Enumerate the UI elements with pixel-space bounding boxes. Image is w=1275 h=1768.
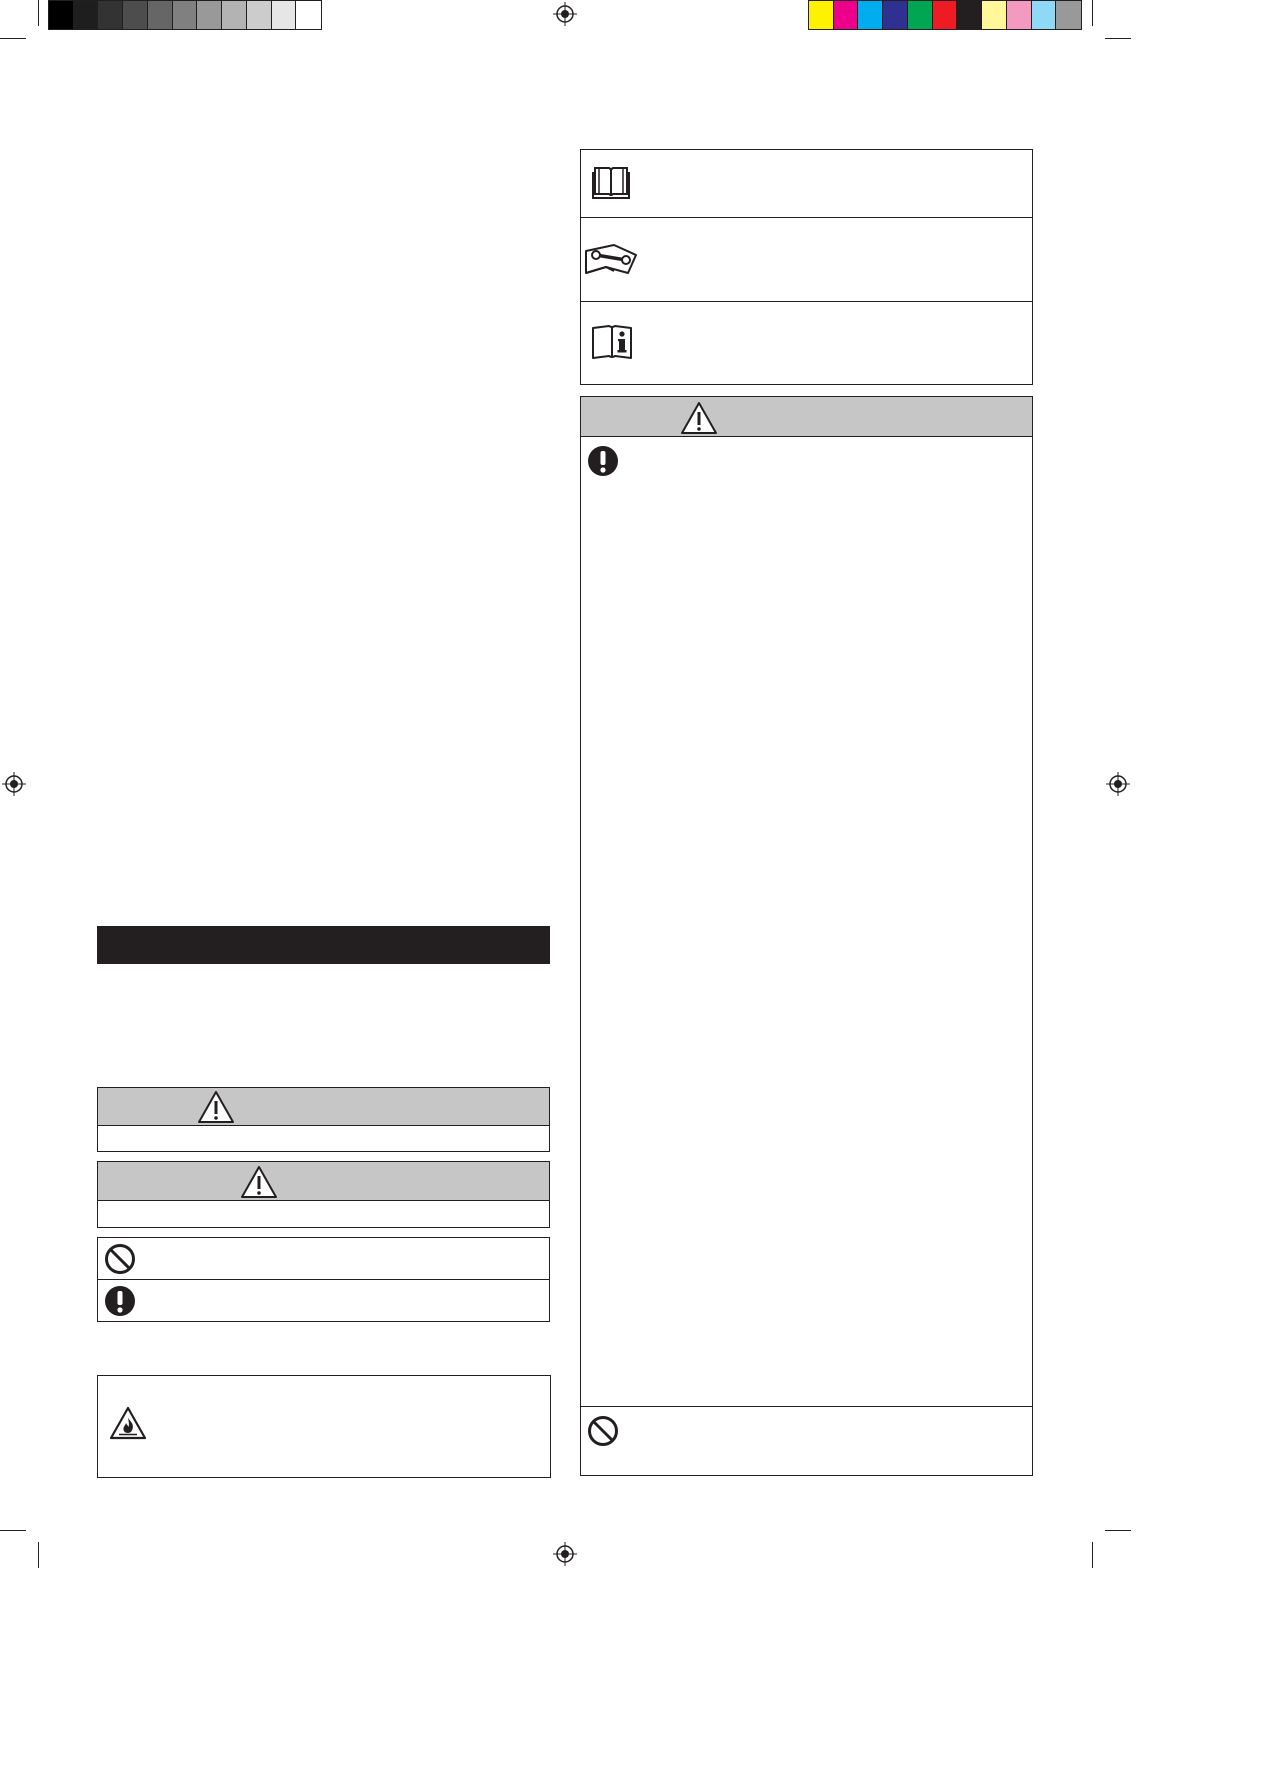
registration-mark-icon	[553, 1542, 577, 1566]
caution-header	[98, 1162, 549, 1201]
registration-mark-icon	[553, 2, 577, 26]
crop-mark	[0, 38, 26, 39]
warning-definition-panel	[97, 1087, 550, 1152]
grey-swatch	[148, 1, 173, 29]
grey-calibration-bar	[48, 0, 322, 30]
manual-symbols-table	[580, 149, 1033, 385]
symbol-legend-panel	[97, 1237, 550, 1322]
grey-swatch	[296, 1, 321, 29]
color-swatch	[982, 1, 1007, 29]
flammable-notice-panel	[97, 1375, 551, 1478]
warning-header	[581, 397, 1032, 437]
caution-definition-panel	[97, 1161, 550, 1228]
crop-mark	[1092, 1542, 1093, 1568]
grey-swatch	[247, 1, 272, 29]
color-swatch	[1056, 1, 1081, 29]
flammable-flame-triangle-icon	[109, 1406, 147, 1440]
grey-swatch	[197, 1, 222, 29]
grey-swatch	[49, 1, 74, 29]
color-swatch	[1007, 1, 1032, 29]
grey-swatch	[74, 1, 99, 29]
symbol-row-information	[581, 302, 1032, 385]
warning-triangle-icon	[197, 1090, 235, 1124]
prohibited-row	[581, 1406, 1032, 1475]
grey-swatch	[272, 1, 297, 29]
crop-mark	[1105, 38, 1131, 39]
warning-triangle-icon	[680, 401, 718, 435]
color-swatch	[883, 1, 908, 29]
color-calibration-bar	[808, 0, 1082, 30]
prohibition-circle-icon	[587, 1415, 619, 1447]
crop-mark	[38, 0, 39, 26]
grey-swatch	[173, 1, 198, 29]
color-swatch	[809, 1, 834, 29]
exclamation-circle-icon	[104, 1285, 136, 1317]
symbol-row-read-manual	[581, 150, 1032, 218]
warning-header	[98, 1088, 549, 1126]
grey-swatch	[98, 1, 123, 29]
color-swatch	[1032, 1, 1057, 29]
symbol-row-service-manual	[581, 217, 1032, 302]
warning-instructions-panel	[580, 396, 1033, 1476]
book-with-wrench-icon	[584, 239, 638, 277]
exclamation-circle-icon	[587, 445, 619, 477]
registration-mark-icon	[1106, 772, 1130, 796]
legend-row-prohibited	[98, 1238, 549, 1280]
grey-swatch	[123, 1, 148, 29]
color-swatch	[957, 1, 982, 29]
color-swatch	[834, 1, 859, 29]
crop-mark	[1105, 1530, 1131, 1531]
crop-mark	[38, 1542, 39, 1568]
color-swatch	[858, 1, 883, 29]
legend-row-mandatory	[98, 1280, 549, 1322]
section-heading-bar	[97, 926, 550, 964]
color-swatch	[908, 1, 933, 29]
prohibition-circle-icon	[104, 1243, 136, 1275]
registration-mark-icon	[2, 772, 26, 796]
warning-triangle-icon	[240, 1165, 278, 1199]
color-swatch	[933, 1, 958, 29]
crop-mark	[0, 1530, 26, 1531]
open-book-icon	[591, 164, 631, 200]
crop-mark	[1092, 0, 1093, 26]
grey-swatch	[222, 1, 247, 29]
book-with-info-icon	[591, 324, 633, 360]
